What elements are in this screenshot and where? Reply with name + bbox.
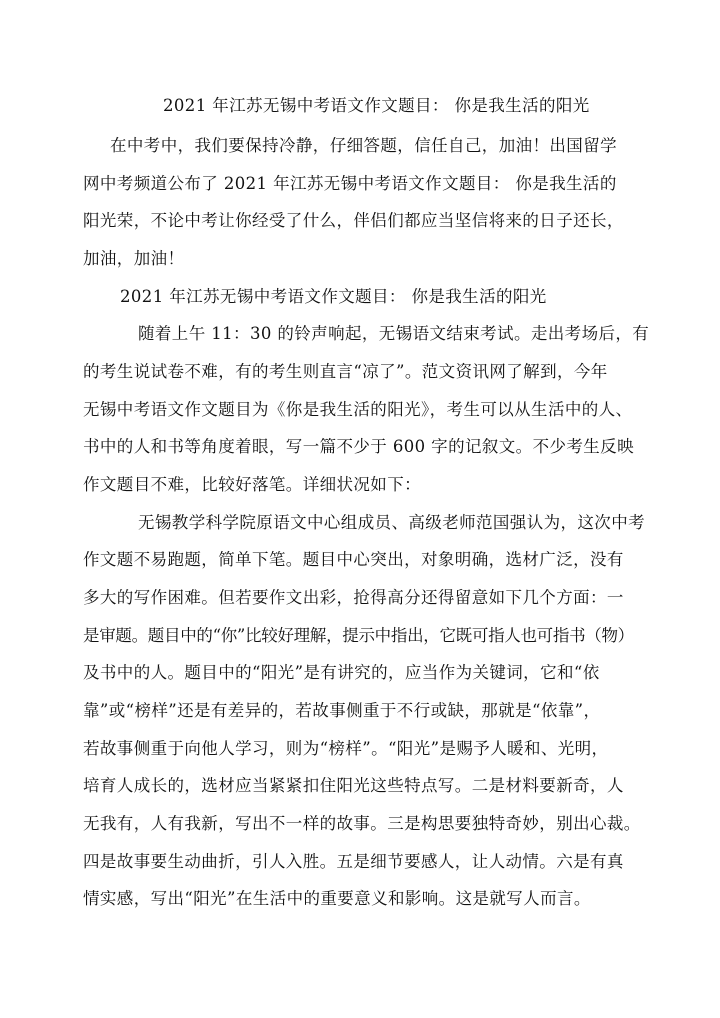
paragraph-line: 培育人成长的，选材应当紧紧扣住阳光这些特点写。二是材料要新奇，人 <box>83 776 624 795</box>
paragraph-line: 无我有，人有我新，写出不一样的故事。三是构思要独特奇妙，别出心裁。 <box>83 814 641 833</box>
section-heading: 2021 年江苏无锡中考语文作文题目： 你是我生活的阳光 <box>120 287 547 306</box>
paragraph-line: 四是故事要生动曲折，引人入胜。五是细节要感人，让人动情。六是有真 <box>83 852 624 871</box>
paragraph-line: 书中的人和书等角度着眼，写一篇不少于 600 字的记叙文。不少考生反映 <box>83 437 634 456</box>
paragraph-line: 的考生说试卷不难，有的考生则直言“凉了”。范文资讯网了解到，今年 <box>83 362 608 381</box>
paragraph-line: 在中考中，我们要保持冷静，仔细答题，信任自己，加油！出国留学 <box>110 136 617 155</box>
paragraph-line: 多大的写作困难。但若要作文出彩，抢得高分还得留意如下几个方面：一 <box>83 588 624 607</box>
paragraph-line: 是审题。题目中的“你”比较好理解，提示中指出，它既可指人也可指书（物） <box>83 626 634 645</box>
paragraph-line: 若故事侧重于向他人学习，则为“榜样”。“阳光”是赐予人暖和、光明， <box>83 739 609 758</box>
paragraph-line: 情实感，写出“阳光”在生活中的重要意义和影响。这是就写人而言。 <box>83 889 591 908</box>
paragraph-line: 阳光荣，不论中考让你经受了什么，伴侣们都应当坚信将来的日子还长， <box>83 211 624 230</box>
paragraph-line: 作文题目不难，比较好落笔。详细状况如下： <box>83 475 421 494</box>
paragraph-line: 靠”或“榜样”还是有差异的，若故事侧重于不行或缺，那就是“依靠”， <box>83 701 601 720</box>
paragraph-line: 作文题不易跑题，简单下笔。题目中心突出，对象明确，选材广泛，没有 <box>83 550 624 569</box>
paragraph-line: 及书中的人。题目中的“阳光”是有讲究的，应当作为关键词，它和“依 <box>83 663 600 682</box>
paragraph-line: 网中考频道公布了 2021 年江苏无锡中考语文作文题目： 你是我生活的 <box>83 174 617 193</box>
document-title: 2021 年江苏无锡中考语文作文题目： 你是我生活的阳光 <box>163 96 590 115</box>
paragraph-line: 随着上午 11：30 的铃声响起，无锡语文结束考试。走出考场后，有 <box>138 324 650 343</box>
paragraph-line: 无锡中考语文作文题目为《你是我生活的阳光》，考生可以从生活中的人、 <box>83 400 633 419</box>
paragraph-line: 加油，加油！ <box>83 249 185 268</box>
paragraph-line: 无锡教学科学院原语文中心组成员、高级老师范国强认为，这次中考 <box>138 513 645 532</box>
